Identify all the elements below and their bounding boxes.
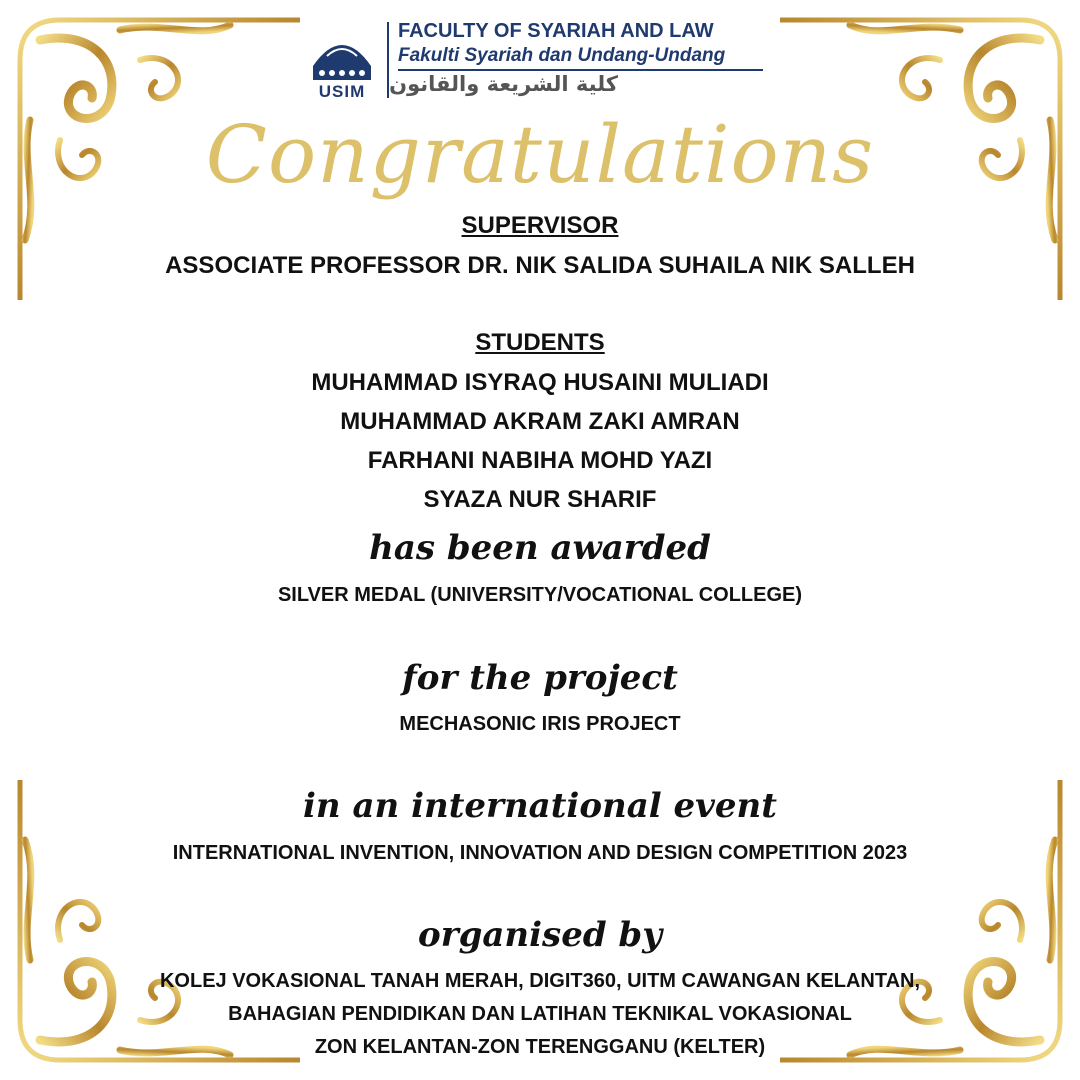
organiser-line: ZON KELANTAN-ZON TERENGGANU (KELTER) xyxy=(314,1036,766,1058)
faculty-underline xyxy=(398,69,763,71)
student-name: FARHANI NABIHA MOHD YAZI xyxy=(367,447,713,474)
award-value: SILVER MEDAL (UNIVERSITY/VOCATIONAL COLLEGE) xyxy=(277,584,803,606)
faculty-name-arabic: كلية الشريعة والقانون xyxy=(389,72,618,96)
organiser-script-label: organised by xyxy=(418,915,662,955)
student-name: MUHAMMAD ISYRAQ HUSAINI MULIADI xyxy=(311,369,769,396)
event-script-label: in an international event xyxy=(303,786,777,826)
student-name: SYAZA NUR SHARIF xyxy=(423,486,657,513)
usim-logo-text: USIM xyxy=(318,82,366,101)
congratulations-title: Congratulations xyxy=(205,108,875,201)
award-script-label: has been awarded xyxy=(369,528,711,568)
event-value: INTERNATIONAL INVENTION, INNOVATION AND DESIGN COMPETITION 2023 xyxy=(172,842,908,864)
students-heading: STUDENTS xyxy=(475,329,605,356)
supervisor-name: ASSOCIATE PROFESSOR DR. NIK SALIDA SUHAILA NIK SALLEH xyxy=(165,252,915,279)
faculty-name-malay: Fakulti Syariah dan Undang-Undang xyxy=(398,45,726,66)
project-script-label: for the project xyxy=(402,658,678,698)
supervisor-heading: SUPERVISOR xyxy=(461,212,619,239)
organiser-line: BAHAGIAN PENDIDIKAN DAN LATIHAN TEKNIKAL VOKASIONAL xyxy=(228,1003,852,1025)
student-name: MUHAMMAD AKRAM ZAKI AMRAN xyxy=(340,408,740,435)
faculty-header xyxy=(305,20,775,102)
organiser-line: KOLEJ VOKASIONAL TANAH MERAH, DIGIT360, UITM CAWANGAN KELANTAN, xyxy=(159,970,921,992)
faculty-name-english: FACULTY OF SYARIAH AND LAW xyxy=(398,20,714,42)
project-value: MECHASONIC IRIS PROJECT xyxy=(399,713,681,735)
